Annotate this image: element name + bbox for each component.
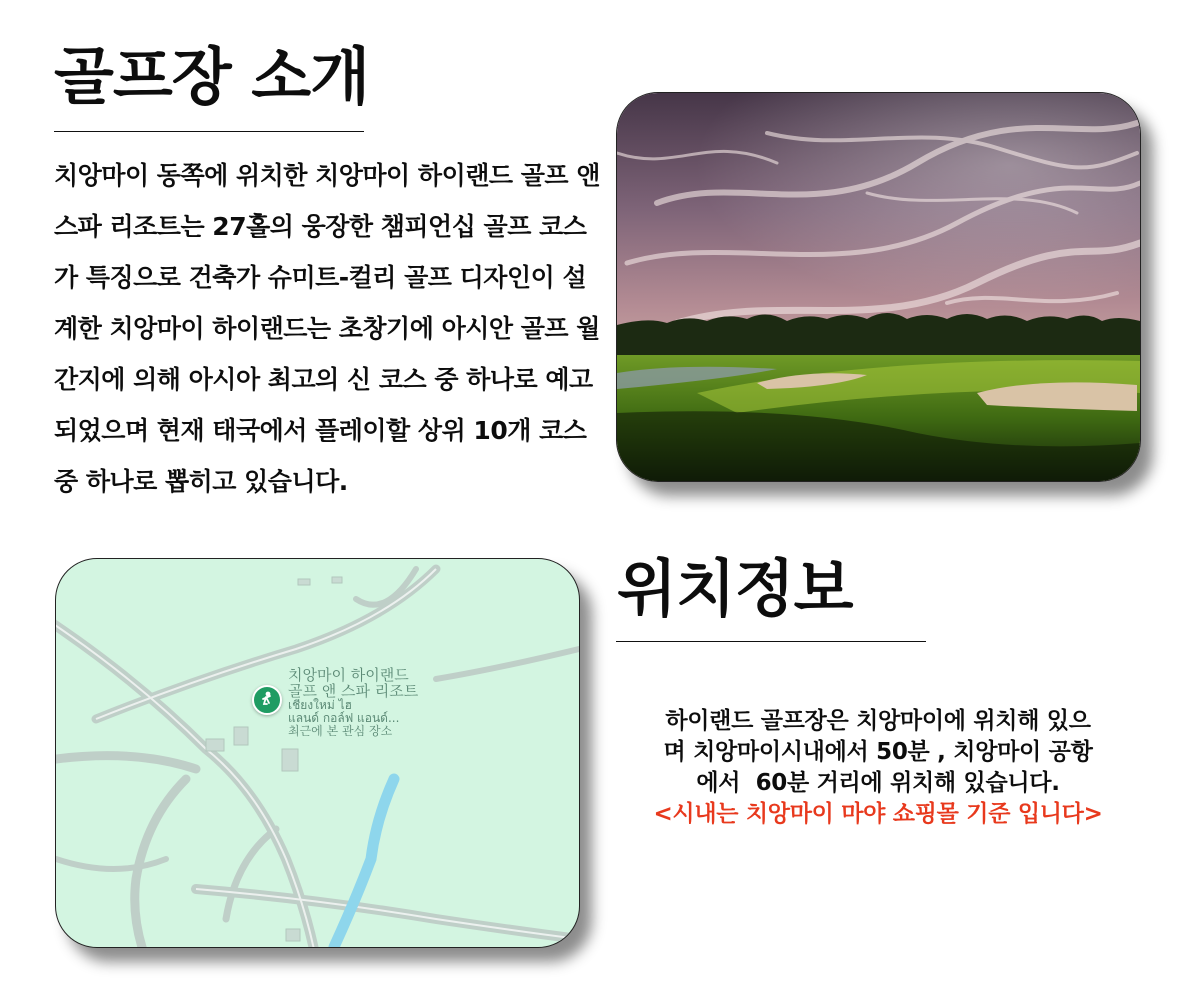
location-title-divider	[616, 641, 926, 642]
location-line-2: 며 치앙마이시내에서 50분 , 치앙마이 공항	[663, 739, 1093, 765]
location-line-3: 에서 60분 거리에 위치해 있습니다.	[696, 770, 1060, 796]
golf-course-photo	[616, 92, 1141, 482]
location-note: <시내는 치앙마이 마야 쇼핑몰 기준 입니다>	[653, 801, 1103, 827]
intro-body: 치앙마이 동쪽에 위치한 치앙마이 하이랜드 골프 앤 스파 리조트는 27홀의 웅장한 챔피언십 골프 코스가 특징으로 건축가 슈미트-컬리 골프 디자인이 설계한 치앙마이 하이랜드는 초창기에 아시안 골프 월간지에 의해 아시아 최고의 신 코스 중 하나로 예고되었으며 현재 태국에서 플레이할 상위 10개 코스 중 하나로 뽑히고 있습니다.	[54, 161, 600, 496]
location-description	[612, 706, 1144, 830]
intro-title-divider	[54, 131, 364, 132]
location-line-1: 하이랜드 골프장은 치앙마이에 위치해 있으	[665, 708, 1091, 734]
location-title: 위치정보	[617, 552, 853, 625]
map-thai-name-line2: แลนด์ กอล์ฟ แอนด์...	[288, 711, 400, 725]
map-place-name-line2: 골프 앤 스파 리조트	[288, 682, 419, 700]
intro-title: 골프장 소개	[54, 40, 370, 113]
golf-course-pin-icon[interactable]	[252, 685, 282, 715]
location-map[interactable]	[55, 558, 580, 948]
map-recent-label: 최근에 본 관심 장소	[288, 724, 393, 738]
map-thai-name-line1: เชียงใหม่ ไฮ	[288, 698, 352, 712]
map-place-label	[288, 667, 418, 738]
map-place-name-line1: 치앙마이 하이랜드	[288, 666, 409, 684]
